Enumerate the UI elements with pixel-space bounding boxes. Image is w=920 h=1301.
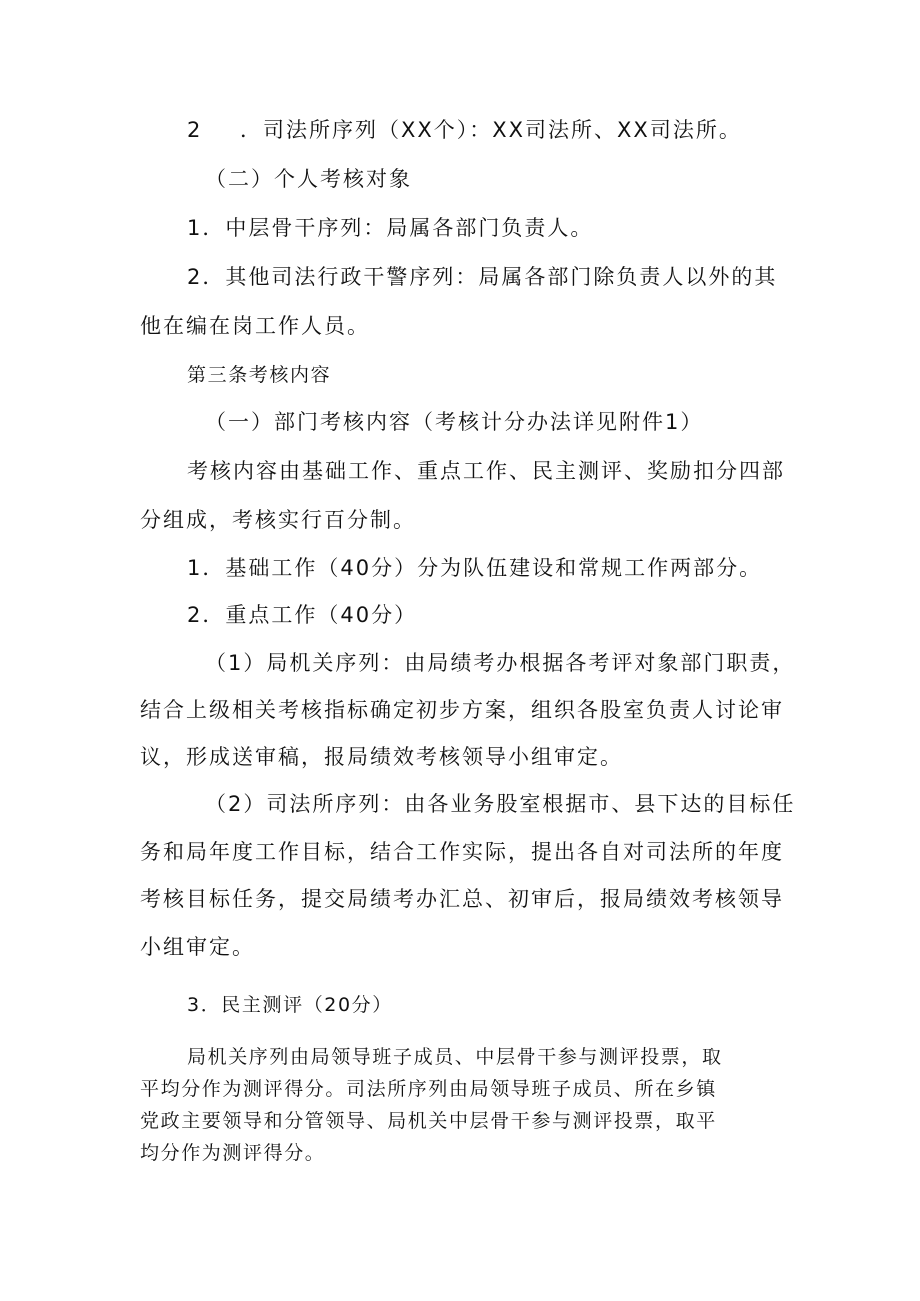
text-line: 考核目标任务，提交局绩考办汇总、初审后，报局绩效考核领导 [140, 887, 784, 911]
text-line: 议，形成送审稿，报局绩效考核领导小组审定。 [140, 745, 623, 769]
text-line: 1．基础工作（40分）分为队伍建设和常规工作两部分。 [187, 556, 763, 580]
text-line: 分组成，考核实行百分制。 [140, 508, 416, 532]
section-heading: （一）部门考核内容（考核计分办法详见附件1） [205, 410, 704, 434]
text-line: 小组审定。 [140, 935, 255, 959]
text-line: （2）司法所序列：由各业务股室根据市、县下达的目标任 [205, 792, 796, 816]
text-line: 务和局年度工作目标，结合工作实际，提出各自对司法所的年度 [140, 840, 784, 864]
text-line: 党政主要领导和分管领导、局机关中层骨干参与测评投票，取平 [140, 1110, 717, 1132]
text-line: 2．其他司法行政干警序列：局属各部门除负责人以外的其 [187, 265, 778, 289]
text-line: 考核内容由基础工作、重点工作、民主测评、奖励扣分四部 [187, 459, 785, 483]
text-line: 他在编在岗工作人员。 [140, 314, 370, 338]
text-line: 2．重点工作（40分） [187, 603, 418, 627]
text-line: 3．民主测评（20分） [187, 994, 393, 1016]
text-line: 局机关序列由局领导班子成员、中层骨干参与测评投票，取 [187, 1046, 723, 1068]
section-heading: （二）个人考核对象 [205, 167, 412, 191]
text-line: ．司法所序列（XX个）：XX司法所、XX司法所。 [240, 118, 742, 142]
text-line: 1．中层骨干序列：局属各部门负责人。 [187, 216, 594, 240]
text-line: 均分作为测评得分。 [140, 1142, 326, 1164]
text-line: 结合上级相关考核指标确定初步方案，组织各股室负责人讨论审 [140, 698, 784, 722]
article-heading: 第三条考核内容 [187, 364, 332, 386]
text-line: 平均分作为测评得分。司法所序列由局领导班子成员、所在乡镇 [140, 1078, 717, 1100]
text-line: 2 [187, 118, 203, 142]
text-line: （1）局机关序列：由局绩考办根据各考评对象部门职责， [205, 651, 796, 675]
